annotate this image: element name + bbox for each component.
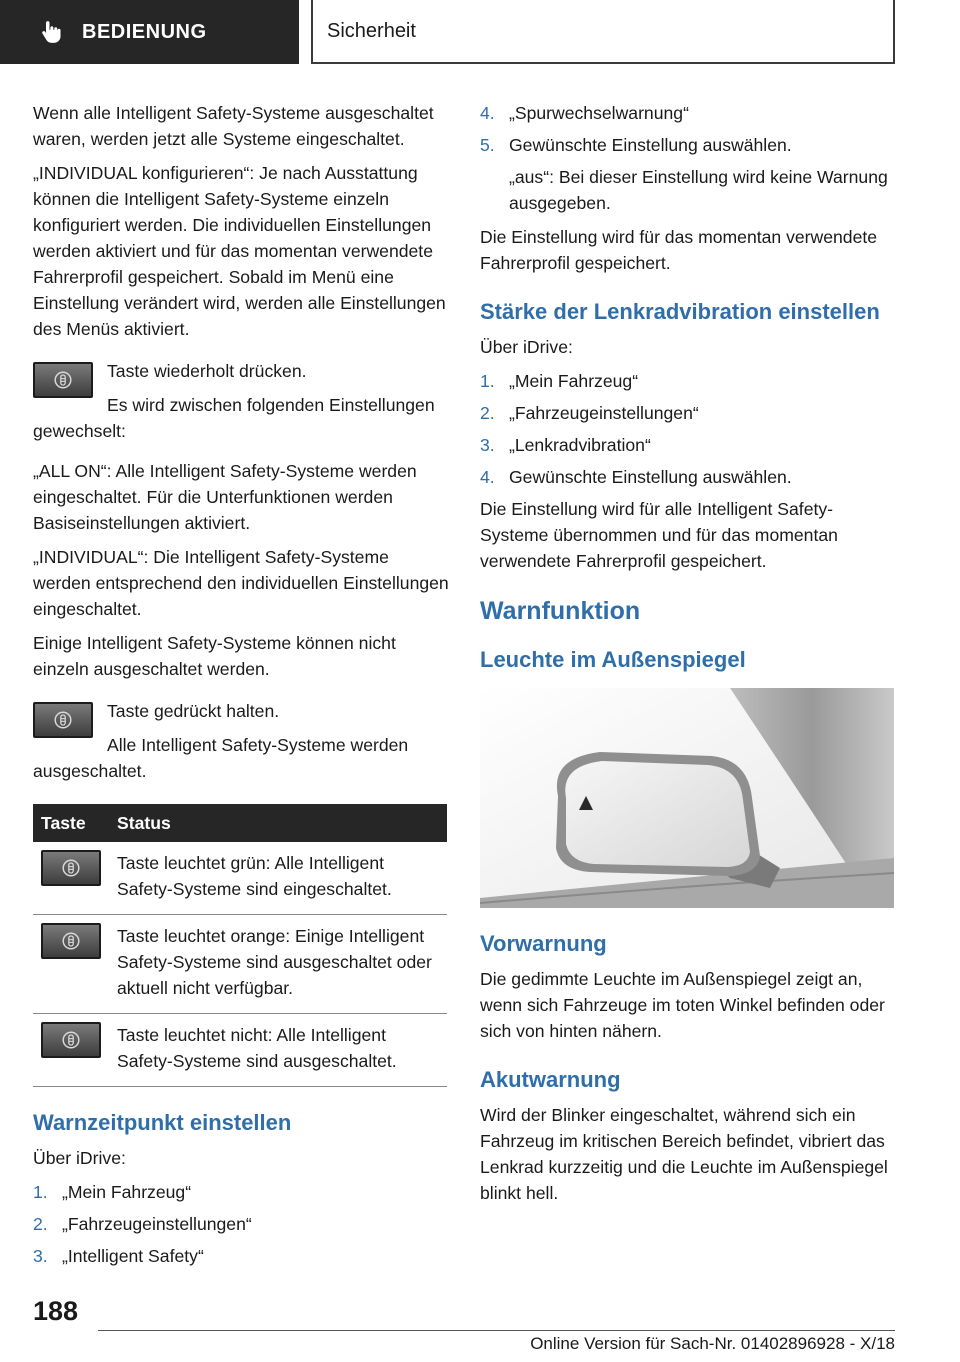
key-instruction-text: Taste wiederholt drücken. bbox=[107, 361, 307, 381]
list-number: 2. bbox=[33, 1214, 48, 1234]
safety-button-icon bbox=[41, 923, 101, 959]
list-number: 2. bbox=[480, 403, 495, 423]
safety-button-icon bbox=[33, 702, 93, 738]
chapter-tab bbox=[0, 0, 299, 64]
list-item bbox=[33, 1211, 449, 1237]
paragraph: „INDIVIDUAL konfigurieren“: Je nach Ausstattung können die Intelligent Safety-Systeme einzeln konfiguriert werden. Die individuellen Einstellungen werden aktiviert und für das momentan verwendete Fahrerprofil gespeichert. Sobald im Menü eine Einstellung verändert wird, werden alle Einstellungen des Menüs aktiviert. bbox=[33, 163, 446, 339]
paragraph: Wenn alle Intelligent Safety-Systeme ausgeschaltet waren, werden jetzt alle Systeme eingeschaltet. bbox=[33, 103, 434, 149]
list-item bbox=[480, 100, 896, 126]
steps-list bbox=[33, 1179, 449, 1269]
steps-list bbox=[480, 100, 896, 158]
heading-akutwarnung: Akutwarnung bbox=[480, 1067, 621, 1092]
list-number: 5. bbox=[480, 135, 495, 155]
paragraph: Die gedimmte Leuchte im Außenspiegel zeigt an, wenn sich Fahrzeuge im toten Winkel befinden oder sich von hinten nähern. bbox=[480, 969, 885, 1041]
left-column bbox=[33, 100, 449, 1275]
safety-button-icon bbox=[41, 850, 101, 886]
paragraph: Die Einstellung wird für das momentan verwendete Fahrerprofil gespeichert. bbox=[480, 227, 878, 273]
paragraph: „ALL ON“: Alle Intelligent Safety-Systeme werden eingeschaltet. Für die Unterfunktionen werden Basiseinstellungen aktiviert. bbox=[33, 461, 417, 533]
list-item bbox=[480, 132, 896, 158]
table-row bbox=[33, 915, 447, 1014]
heading-warnfunktion: Warnfunktion bbox=[480, 597, 641, 625]
list-text: „Lenkradvibration“ bbox=[509, 435, 651, 455]
side-mirror-image bbox=[480, 688, 894, 908]
paragraph: Einige Intelligent Safety-Systeme können nicht einzeln ausgeschaltet werden. bbox=[33, 633, 396, 679]
chapter-label: BEDIENUNG bbox=[82, 20, 207, 43]
table-cell-status: Taste leuchtet nicht: Alle Intelligent Safety-Systeme sind ausgeschaltet. bbox=[109, 1014, 447, 1087]
heading-vorwarnung: Vorwarnung bbox=[480, 931, 607, 956]
table-cell-status: Taste leuchtet grün: Alle Intelligent Safety-Systeme sind eingeschaltet. bbox=[109, 842, 447, 915]
steps-list bbox=[480, 368, 896, 490]
heading-leuchte-aussenspiegel: Leuchte im Außenspiegel bbox=[480, 647, 746, 672]
list-item bbox=[33, 1243, 449, 1269]
heading-lenkradvibration: Stärke der Lenkradvibration einstellen bbox=[480, 299, 880, 324]
table-cell-status: Taste leuchtet orange: Einige Intelligent Safety-Systeme sind ausgeschaltet oder aktuell nicht verfügbar. bbox=[109, 915, 447, 1014]
footer-divider bbox=[98, 1330, 895, 1331]
list-number: 1. bbox=[33, 1182, 48, 1202]
key-instruction-text: Es wird zwischen folgenden Einstellungen gewechselt: bbox=[33, 395, 435, 441]
list-item bbox=[480, 400, 896, 426]
key-instruction bbox=[33, 698, 449, 792]
list-item bbox=[33, 1179, 449, 1205]
list-text: Gewünschte Einstellung auswählen. bbox=[509, 135, 792, 155]
heading-warnzeitpunkt: Warnzeitpunkt einstellen bbox=[33, 1110, 292, 1135]
list-number: 1. bbox=[480, 371, 495, 391]
online-version-note: Online Version für Sach-Nr. 01402896928 - X/18 bbox=[530, 1334, 895, 1353]
paragraph: Wird der Blinker eingeschaltet, während sich ein Fahrzeug im kritischen Bereich befindet, vibriert das Lenkrad kurzzeitig und die Leuchte im Außenspiegel blinkt hell. bbox=[480, 1105, 888, 1203]
safety-button-icon bbox=[41, 1022, 101, 1058]
list-number: 3. bbox=[480, 435, 495, 455]
page-number: 188 bbox=[33, 1296, 79, 1326]
hand-pointer-icon bbox=[38, 19, 64, 45]
section-title: Sicherheit bbox=[327, 19, 416, 42]
safety-button-icon bbox=[33, 362, 93, 398]
list-item bbox=[480, 432, 896, 458]
status-table bbox=[33, 804, 447, 1087]
table-row bbox=[33, 842, 447, 915]
paragraph: Über iDrive: bbox=[33, 1148, 126, 1168]
section-header bbox=[311, 0, 895, 64]
paragraph: Die Einstellung wird für alle Intelligent Safety-Systeme übernommen und für das momentan verwendete Fahrerprofil gespeichert. bbox=[480, 499, 838, 571]
note-text: „aus“: Bei dieser Einstellung wird keine Warnung ausgegeben. bbox=[509, 167, 888, 213]
list-item bbox=[480, 368, 896, 394]
paragraph: „INDIVIDUAL“: Die Intelligent Safety-Systeme werden entsprechend den individuellen Einstellungen eingeschaltet. bbox=[33, 547, 449, 619]
list-text: „Mein Fahrzeug“ bbox=[62, 1182, 192, 1202]
paragraph: Über iDrive: bbox=[480, 337, 573, 357]
list-text: Gewünschte Einstellung auswählen. bbox=[509, 467, 792, 487]
list-item bbox=[480, 464, 896, 490]
list-number: 4. bbox=[480, 467, 495, 487]
list-text: „Fahrzeugeinstellungen“ bbox=[62, 1214, 252, 1234]
list-number: 3. bbox=[33, 1246, 48, 1266]
list-text: „Intelligent Safety“ bbox=[62, 1246, 204, 1266]
list-number: 4. bbox=[480, 103, 495, 123]
right-column bbox=[480, 100, 896, 1214]
list-text: „Spurwechselwarnung“ bbox=[509, 103, 689, 123]
table-header-taste: Taste bbox=[33, 804, 109, 842]
list-text: „Mein Fahrzeug“ bbox=[509, 371, 639, 391]
table-row bbox=[33, 1014, 447, 1087]
list-text: „Fahrzeugeinstellungen“ bbox=[509, 403, 699, 423]
table-header-status: Status bbox=[109, 804, 447, 842]
key-instruction bbox=[33, 358, 449, 452]
key-instruction-text: Taste gedrückt halten. bbox=[107, 701, 280, 721]
key-instruction-text: Alle Intelligent Safety-Systeme werden ausgeschaltet. bbox=[33, 735, 409, 781]
